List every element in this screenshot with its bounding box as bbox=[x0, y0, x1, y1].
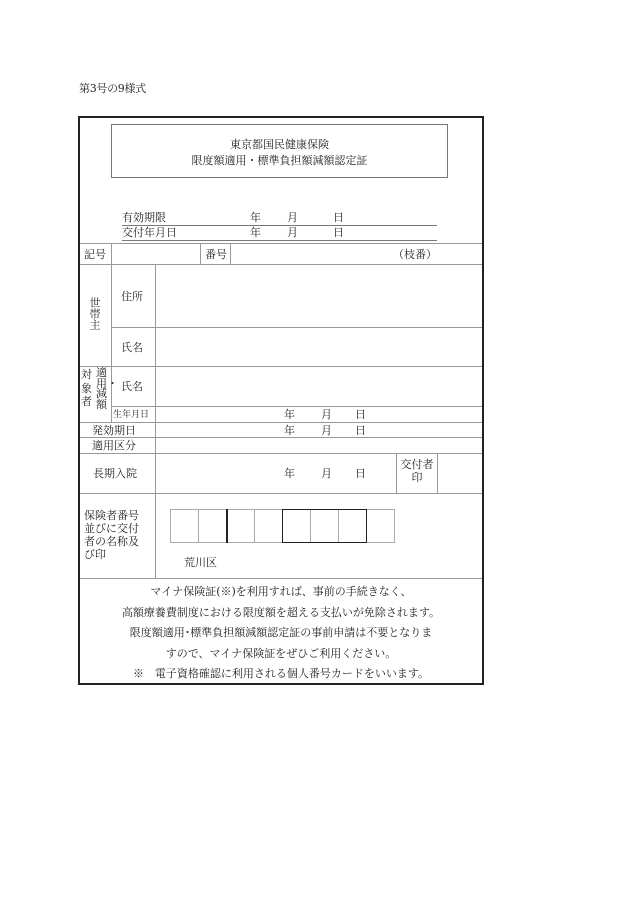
issuer-name: 荒川区 bbox=[184, 556, 217, 569]
effective-day: 日 bbox=[355, 424, 366, 437]
householder-name-label: 氏名 bbox=[121, 341, 143, 354]
issuer-seal-field[interactable] bbox=[438, 454, 481, 493]
digit-group-divider bbox=[226, 509, 228, 543]
insurer-number-boxes[interactable] bbox=[170, 509, 395, 543]
insurer-digit-box[interactable] bbox=[366, 509, 395, 543]
digit-group-highlight bbox=[282, 509, 367, 543]
birthdate-month: 月 bbox=[321, 408, 332, 421]
insurer-digit-box[interactable] bbox=[226, 509, 255, 543]
expiry-year: 年 bbox=[250, 211, 261, 224]
subject-name-label: 氏名 bbox=[121, 380, 143, 393]
certificate-title-box bbox=[111, 124, 448, 178]
issue-day: 日 bbox=[333, 226, 344, 239]
grid-line bbox=[111, 243, 112, 422]
expiry-month: 月 bbox=[287, 211, 298, 224]
expiry-date-label: 有効期限 bbox=[122, 211, 166, 224]
householder-address-field[interactable] bbox=[156, 265, 481, 327]
category-field[interactable] bbox=[156, 438, 481, 453]
notice-line: すので、マイナ保険証をぜひご利用ください。 bbox=[165, 646, 397, 660]
birthdate-day: 日 bbox=[355, 408, 366, 421]
my-number-card-notice bbox=[80, 582, 482, 685]
insurer-digit-box[interactable] bbox=[170, 509, 199, 543]
number-label: 番号 bbox=[205, 248, 227, 261]
long-term-month: 月 bbox=[321, 467, 332, 480]
effective-month: 月 bbox=[321, 424, 332, 437]
long-term-day: 日 bbox=[355, 467, 366, 480]
notice-line: 高額療養費制度における限度額を超える支払いが免除されます。 bbox=[121, 605, 441, 619]
notice-line: マイナ保険証(※)を利用すれば、事前の手続きなく、 bbox=[150, 585, 412, 598]
householder-group-label: 世帯主 bbox=[88, 297, 101, 330]
symbol-field[interactable] bbox=[112, 244, 200, 264]
long-term-label: 長期入院 bbox=[93, 467, 137, 480]
effective-date-field[interactable] bbox=[156, 423, 481, 437]
form-number-label: 第3号の9様式 bbox=[79, 82, 146, 95]
expiry-date-field[interactable] bbox=[122, 211, 437, 226]
householder-name-field[interactable] bbox=[156, 328, 481, 366]
expiry-day: 日 bbox=[333, 211, 344, 224]
insurer-digit-box[interactable] bbox=[198, 509, 227, 543]
grid-line bbox=[80, 493, 482, 494]
householder-address-label: 住所 bbox=[121, 290, 143, 303]
birthdate-year: 年 bbox=[284, 408, 295, 421]
issue-year: 年 bbox=[250, 226, 261, 239]
grid-line bbox=[80, 578, 482, 579]
branch-number-label: （枝番） bbox=[393, 248, 437, 261]
notice-footnote: ※ 電子資格確認に利用される個人番号カードをいいます。 bbox=[132, 667, 430, 680]
effective-date-label: 発効期日 bbox=[92, 424, 136, 437]
category-label: 適用区分 bbox=[92, 439, 136, 452]
number-field[interactable] bbox=[231, 244, 481, 264]
title-line-2: 限度額適用・標準負担額減額認定証 bbox=[191, 154, 368, 167]
issuer-seal-label: 交付者 印 bbox=[400, 458, 434, 484]
effective-year: 年 bbox=[284, 424, 295, 437]
issue-date-label: 交付年月日 bbox=[122, 226, 177, 239]
symbol-label: 記号 bbox=[84, 248, 106, 261]
grid-line bbox=[396, 453, 397, 493]
grid-line bbox=[200, 243, 201, 264]
issue-date-field[interactable] bbox=[122, 226, 437, 241]
title-line-1: 東京都国民健康保険 bbox=[230, 138, 329, 151]
long-term-date-field[interactable] bbox=[156, 454, 396, 493]
subject-group-label: 対象者 bbox=[81, 368, 92, 408]
long-term-year: 年 bbox=[284, 467, 295, 480]
issue-month: 月 bbox=[287, 226, 298, 239]
subject-reduction-label: 適用・減額 bbox=[96, 366, 118, 411]
insurer-label: 保険者番号 並びに交付 者の名称及 び印 bbox=[84, 509, 139, 561]
birthdate-label: 生年月日 bbox=[113, 410, 150, 420]
notice-line: 限度額適用･標準負担額減額認定証の事前申請は不要となりま bbox=[129, 626, 433, 639]
subject-name-field[interactable] bbox=[156, 367, 481, 406]
insurer-digit-box[interactable] bbox=[254, 509, 283, 543]
birthdate-field[interactable] bbox=[156, 407, 481, 422]
